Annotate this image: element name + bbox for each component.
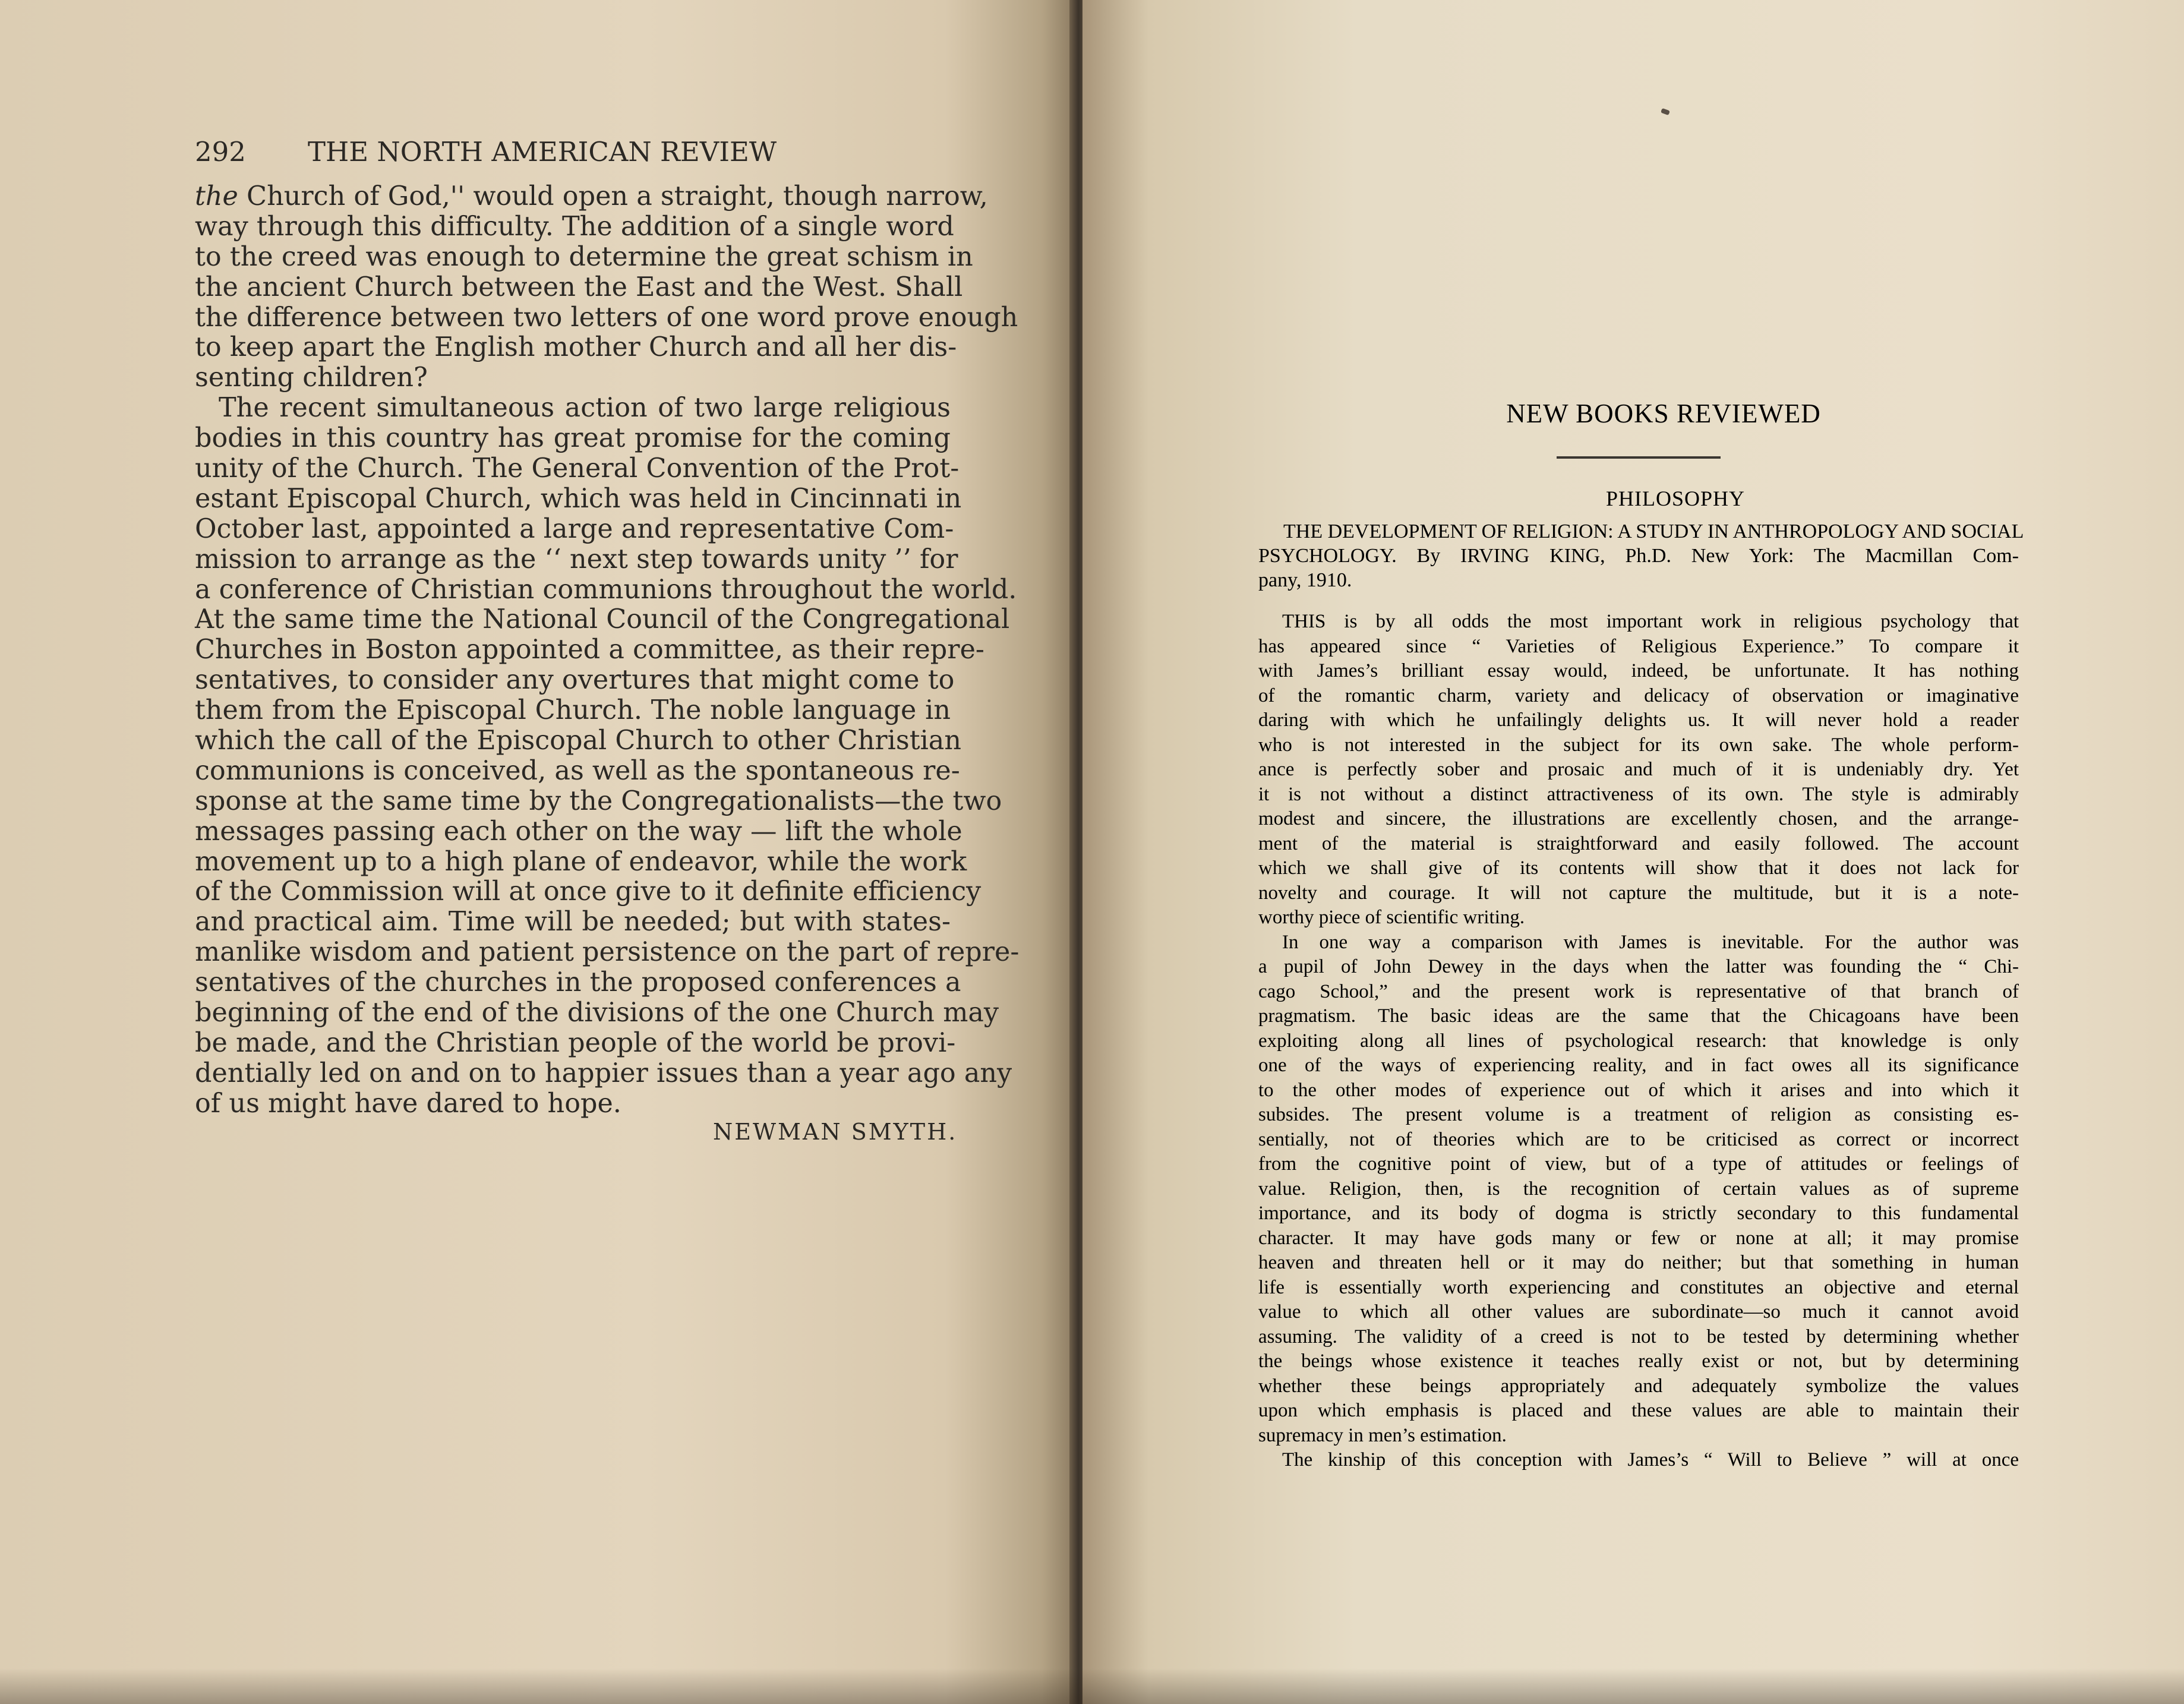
review-line: ance is perfectly sober and prosaic and much of it is undeniably dry. Yet (1258, 759, 2019, 780)
review-line: upon which emphasis is placed and these values are able to maintain their (1258, 1400, 2019, 1421)
review-line: subsides. The present volume is a treatment of religion as consisting es- (1258, 1104, 2019, 1125)
page-number: 292 (195, 136, 246, 168)
text-line: bodies in this country has great promise for the coming (195, 423, 951, 454)
review-line: novelty and courage. It will not capture the multitude, but it is a note- (1258, 882, 2019, 904)
text-line: to keep apart the English mother Church and all her dis- (195, 332, 957, 363)
review-line: worthy piece of scientific writing. (1258, 907, 1525, 928)
review-line: the beings whose existence it teaches really exist or not, but by determining (1258, 1350, 2019, 1372)
journal-title: THE NORTH AMERICAN REVIEW (308, 136, 777, 168)
text-line: of the Commission will at once give to it definite efficiency (195, 876, 981, 907)
text-line: them from the Episcopal Church. The noble language in (195, 695, 951, 726)
book-heading-line: THE DEVELOPMENT OF RELIGION: A STUDY IN ANTHROPOLOGY AND SOCIAL (1283, 520, 2024, 542)
review-line: of the romantic charm, variety and delicacy of observation or imaginative (1258, 684, 2019, 706)
text-line: manlike wisdom and patient persistence on the part of repre- (195, 937, 1020, 968)
review-line: a pupil of John Dewey in the days when the latter was founding the “ Chi- (1258, 956, 2019, 977)
review-line: one of the ways of experiencing reality, and in fact owes all its significance (1258, 1055, 2019, 1076)
review-line: value. Religion, then, is the recognition of certain values as of supreme (1258, 1178, 2019, 1200)
review-line: from the cognitive point of view, but of a type of attitudes or feelings of (1258, 1153, 2019, 1175)
review-line: daring with which he unfailingly delights us. It will never hold a reader (1258, 709, 2019, 731)
text-line: the difference between two letters of one word prove enough (195, 302, 1018, 333)
running-head (195, 134, 967, 170)
review-line: heaven and threaten hell or it may do neither; but that something in human (1258, 1252, 2019, 1273)
review-line: sentially, not of theories which are to be criticised as correct or incorrect (1258, 1128, 2019, 1150)
review-line: to the other modes of experience out of which it arises and into which it (1258, 1079, 2019, 1101)
review-line: with James’s brilliant essay would, indeed, be unfortunate. It has nothing (1258, 660, 2019, 681)
text-line: sponse at the same time by the Congregationalists—the two (195, 785, 1002, 816)
text-line: sentatives, to consider any overtures that might come to (195, 665, 955, 696)
text-line: be made, and the Christian people of the world be provi- (195, 1027, 956, 1058)
text-line: of us might have dared to hope. (195, 1088, 621, 1119)
author-signature: NEWMAN SMYTH. (713, 1119, 958, 1145)
text-line: the Church of God,'' would open a straight, though narrow, (195, 181, 988, 212)
review-line: modest and sincere, the illustrations are excellently chosen, and the arrange- (1258, 808, 2019, 829)
review-line: supremacy in men’s estimation. (1258, 1424, 1507, 1446)
review-line: character. It may have gods many or few or none at all; it may promise (1258, 1227, 2019, 1249)
left-page-body (195, 181, 1020, 1119)
review-line: The kinship of this conception with James’s “ Will to Believe ” will at once (1282, 1449, 2019, 1471)
text-line: beginning of the end of the divisions of the one Church may (195, 998, 999, 1028)
text-line: communions is conceived, as well as the spontaneous re- (195, 755, 960, 786)
section-title: NEW BOOKS REVIEWED (1506, 399, 1821, 428)
text-line: mission to arrange as the ‘‘ next step towards unity ’’ for (195, 544, 958, 575)
text-line: estant Episcopal Church, which was held in Cincinnati in (195, 483, 962, 514)
review-line: value to which all other values are subordinate—so much it cannot avoid (1258, 1301, 2019, 1323)
review-line: exploiting along all lines of psychological research: that knowledge is only (1258, 1030, 2019, 1052)
text-line: dentially led on and on to happier issues than a year ago any (195, 1058, 1012, 1088)
review-line: it is not without a distinct attractiveness of its own. The style is admirably (1258, 783, 2019, 805)
text-line: way through this difficulty. The addition of a single word (195, 211, 954, 242)
review-line: which we shall give of its contents will show that it does not lack for (1258, 857, 2019, 879)
text-line: a conference of Christian communions throughout the world. (195, 574, 1017, 605)
book-heading (1258, 519, 2024, 593)
text-line: Churches in Boston appointed a committee, as their repre- (195, 635, 984, 665)
text-line: senting children? (195, 362, 428, 393)
text-line: messages passing each other on the way — lift the whole (195, 816, 962, 847)
review-line: assuming. The validity of a creed is not to be tested by determining whether (1258, 1326, 2019, 1348)
review-line: whether these beings appropriately and adequately symbolize the values (1258, 1375, 2019, 1397)
text-line: October last, appointed a large and representative Com- (195, 513, 954, 544)
left-page (0, 0, 1074, 1704)
title-rule (1557, 456, 1721, 459)
text-line: which the call of the Episcopal Church to other Christian (195, 725, 962, 756)
text-line: unity of the Church. The General Convention of the Prot- (195, 453, 960, 484)
review-line: who is not interested in the subject for its own sake. The whole perform- (1258, 734, 2019, 756)
text-line: to the creed was enough to determine the great schism in (195, 241, 973, 272)
text-line: and practical aim. Time will be needed; but with states- (195, 907, 951, 938)
review-line: In one way a comparison with James is inevitable. For the author was (1282, 931, 2019, 953)
text-line: movement up to a high plane of endeavor, while the work (195, 846, 967, 877)
review-line: life is essentially worth experiencing and constitutes an objective and eternal (1258, 1276, 2019, 1298)
book-heading-line: PSYCHOLOGY. By IRVING KING, Ph.D. New York: The Macmillan Com- (1258, 545, 2019, 567)
text-line: the ancient Church between the East and the West. Shall (195, 272, 963, 302)
review-line: THIS is by all odds the most important work in religious psychology that (1282, 611, 2019, 632)
review-line: importance, and its body of dogma is strictly secondary to this fundamental (1258, 1203, 2019, 1224)
text-line: sentatives of the churches in the proposed conferences a (195, 967, 961, 998)
review-line: pragmatism. The basic ideas are the same that the Chicagoans have been (1258, 1005, 2019, 1027)
text-line: At the same time the National Council of the Congregational (195, 604, 1010, 635)
review-line: cago School,” and the present work is representative of that branch of (1258, 980, 2019, 1002)
review-line: ment of the material is straightforward and easily followed. The account (1258, 832, 2019, 854)
subsection-title: PHILOSOPHY (1605, 487, 1746, 510)
book-heading-line: pany, 1910. (1258, 569, 1352, 592)
review-line: has appeared since “ Varieties of Religious Experience.” To compare it (1258, 635, 2019, 657)
review-body (1258, 610, 2019, 1473)
bottom-shadow (0, 1668, 2184, 1704)
text-line: The recent simultaneous action of two large religious (219, 393, 951, 424)
